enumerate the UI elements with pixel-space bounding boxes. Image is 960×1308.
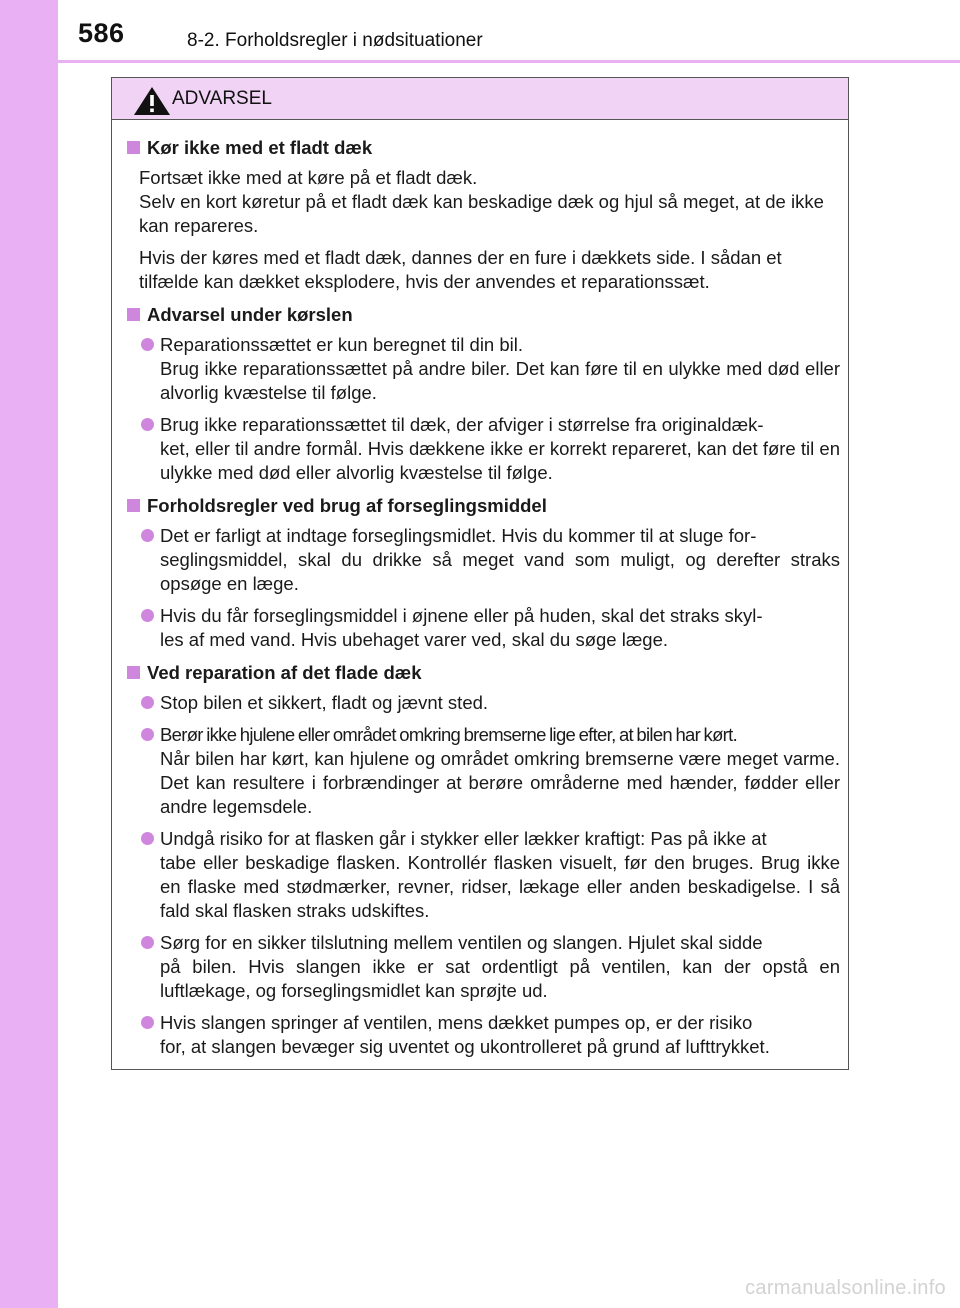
warning-title: ADVARSEL xyxy=(172,88,272,109)
list-item xyxy=(139,723,840,819)
dot-bullet-icon xyxy=(141,696,154,709)
header-rule xyxy=(58,60,960,63)
list-item xyxy=(139,691,840,715)
bullet-line: Hvis du får forseglingsmiddel i øjnene eller på huden, skal det straks skyl- xyxy=(160,605,763,626)
section-heading xyxy=(127,136,840,160)
square-bullet-icon xyxy=(127,141,140,154)
section-title: 8-2. Forholdsregler i nødsituationer xyxy=(187,30,483,51)
dot-bullet-icon xyxy=(141,338,154,351)
bullet-text: seglingsmiddel, skal du drikke så meget vand som muligt, og derefter straks opsøge en læge. xyxy=(160,549,840,594)
dot-bullet-icon xyxy=(141,728,154,741)
dot-bullet-icon xyxy=(141,936,154,949)
bullet-text: Når bilen har kørt, kan hjulene og området omkring bremserne være meget varme. Det kan resultere i forbrændinger at berøre områderne med hænder, fødder eller andre legemsdele. xyxy=(160,748,840,817)
dot-bullet-icon xyxy=(141,609,154,622)
section-heading-text: Kør ikke med et fladt dæk xyxy=(147,137,373,158)
list-item xyxy=(139,413,840,485)
list-item xyxy=(139,827,840,923)
bullet-line: Reparationssættet er kun beregnet til din bil. xyxy=(160,334,524,355)
section-repair-flat-tire xyxy=(127,661,840,1059)
section-heading xyxy=(127,303,840,327)
dot-bullet-icon xyxy=(141,418,154,431)
section-heading xyxy=(127,494,840,518)
dot-bullet-icon xyxy=(141,529,154,542)
warning-content xyxy=(112,120,848,1059)
section-heading-text: Ved reparation af det flade dæk xyxy=(147,662,422,683)
bullet-text: Brug ikke reparationssættet på andre biler. Det kan føre til en ulykke med død eller alvorlig kvæstelse til følge. xyxy=(160,358,840,403)
list-item xyxy=(139,604,840,652)
square-bullet-icon xyxy=(127,499,140,512)
bullet-line: Stop bilen et sikkert, fladt og jævnt sted. xyxy=(160,692,489,713)
paragraph: Selv en kort køretur på et fladt dæk kan beskadige dæk og hjul så meget, at de ikke kan repareres. xyxy=(139,191,824,236)
list-item xyxy=(139,931,840,1003)
bullet-text: les af med vand. Hvis ubehaget varer ved, skal du søge læge. xyxy=(160,629,668,650)
bullet-text: for, at slangen bevæger sig uventet og ukontrolleret på grund af lufttrykket. xyxy=(160,1036,770,1057)
warning-header xyxy=(112,78,848,120)
bullet-line: Sørg for en sikker tilslutning mellem ventilen og slangen. Hjulet skal sidde xyxy=(160,932,763,953)
dot-bullet-icon xyxy=(141,832,154,845)
section-flat-tire xyxy=(127,136,840,294)
paragraph: Hvis der køres med et fladt dæk, dannes der en fure i dækkets side. I sådan et tilfælde kan dækket eksplodere, hvis der anvendes et reparationssæt. xyxy=(139,247,782,292)
square-bullet-icon xyxy=(127,666,140,679)
warning-box xyxy=(111,77,849,1070)
list-item xyxy=(139,333,840,405)
warning-triangle-icon xyxy=(132,86,172,116)
section-sealant-precautions xyxy=(127,494,840,652)
bullet-line: Undgå risiko for at flasken går i stykker eller lækker kraftigt: Pas på ikke at xyxy=(160,828,767,849)
footer-watermark: carmanualsonline.info xyxy=(745,1277,946,1299)
list-item xyxy=(139,524,840,596)
bullet-text: ket, eller til andre formål. Hvis dækkene ikke er korrekt repareret, kan det føre til en ulykke med død eller alvorlig kvæstelse til følge. xyxy=(160,438,840,483)
section-heading-text: Advarsel under kørslen xyxy=(147,304,353,325)
paragraph: Fortsæt ikke med at køre på et fladt dæk. xyxy=(139,167,478,188)
bullet-line: Berør ikke hjulene eller området omkring bremserne lige efter, at bilen har kørt. xyxy=(160,724,738,745)
section-heading-text: Forholdsregler ved brug af forseglingsmiddel xyxy=(147,495,547,516)
list-item xyxy=(139,1011,840,1059)
section-heading xyxy=(127,661,840,685)
bullet-line: Hvis slangen springer af ventilen, mens dækket pumpes op, er der risiko xyxy=(160,1012,753,1033)
bullet-line: Brug ikke reparationssættet til dæk, der afviger i størrelse fra originaldæk- xyxy=(160,414,764,435)
bullet-text: på bilen. Hvis slangen ikke er sat ordentligt på ventilen, kan der opstå en luftlækage, og forseglingsmidlet kan sprøjte ud. xyxy=(160,956,840,1001)
square-bullet-icon xyxy=(127,308,140,321)
side-color-strip xyxy=(0,0,58,1308)
bullet-text: tabe eller beskadige flasken. Kontrollér flasken visuelt, før den bruges. Brug ikke en flaske med stødmærker, revner, ridser, lækage eller anden beskadigelse. I så fald skal flasken straks udskiftes. xyxy=(160,852,840,921)
bullet-line: Det er farligt at indtage forseglingsmidlet. Hvis du kommer til at sluge for- xyxy=(160,525,757,546)
section-driving-warning xyxy=(127,303,840,485)
dot-bullet-icon xyxy=(141,1016,154,1029)
page-number: 586 xyxy=(78,18,125,48)
